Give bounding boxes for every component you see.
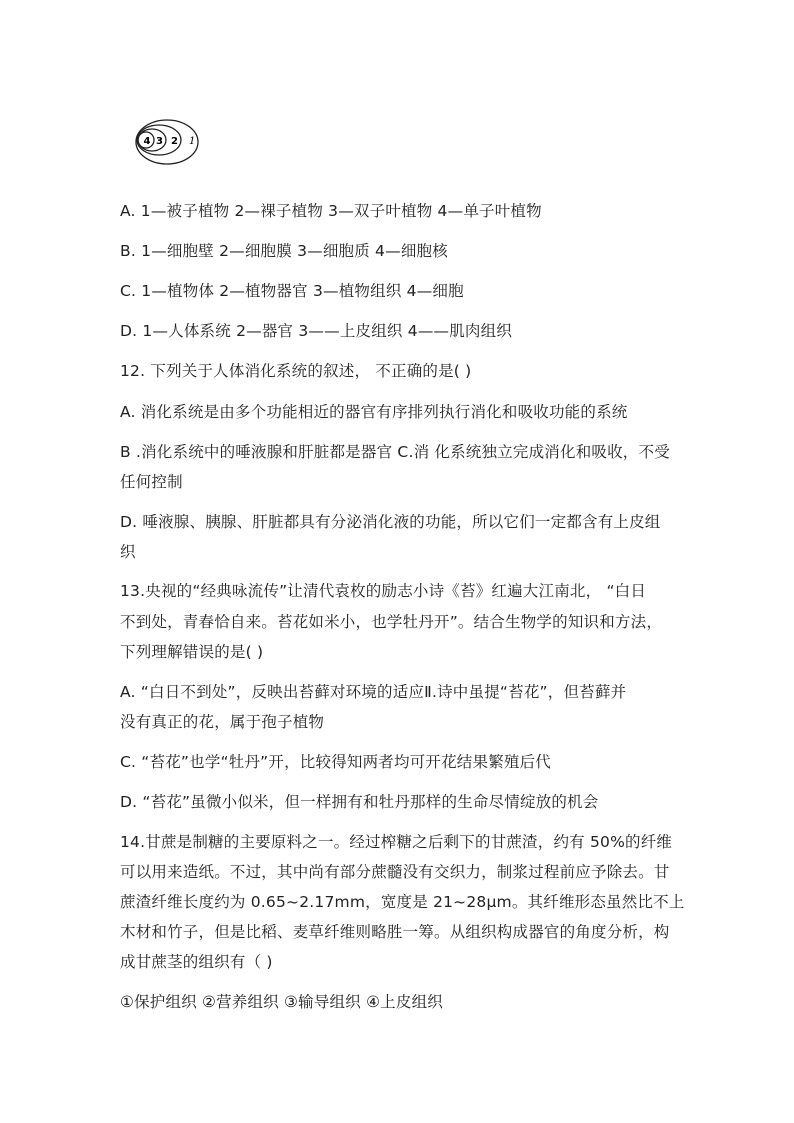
option-b-line: B. 1—细胞壁 2—细胞膜 3—细胞质 4—细胞核 <box>120 242 448 260</box>
question-13-stem-2: 不到处，青春恰自来。苔花如米小，也学牡丹开”。结合生物学的知识和方法， <box>120 613 663 631</box>
question-14-stem-2: 可以用来造纸。不过，其中尚有部分蔗髓没有交织力，制浆过程前应予除去。甘 <box>120 863 670 881</box>
circle-label-2: 2 <box>171 136 178 147</box>
q12-option-d: D. 唾液腺、胰腺、肝脏都具有分泌消化液的功能，所以它们一定都含有上皮组 <box>120 513 661 531</box>
question-13-stem-3: 下列理解错误的是( ) <box>120 643 264 661</box>
circle-label-4: 4 <box>143 136 151 147</box>
q12-option-b-c-cont: 任何控制 <box>120 473 183 491</box>
q13-option-d: D. “苔花”虽微小似米，但一样拥有和牡丹那样的生命尽情绽放的机会 <box>120 793 599 811</box>
q13-option-a-b: A. “白日不到处”，反映出苔藓对环境的适应Ⅱ.诗中虽提“苔花”，但苔藓并 <box>120 683 627 701</box>
option-c-line: C. 1—植物体 2—植物器官 3—植物组织 4—细胞 <box>120 282 464 300</box>
question-13-stem: 13.央视的“经典咏流传”让清代袁枚的励志小诗《苔》红遍大江南北， “白日 <box>120 582 647 600</box>
q12-option-a: A. 消化系统是由多个功能相近的器官有序排列执行消化和吸收功能的系统 <box>120 403 628 421</box>
option-a-line: A. 1—被子植物 2—裸子植物 3—双子叶植物 4—单子叶植物 <box>120 202 542 220</box>
circle-label-1: 1 <box>189 136 196 147</box>
question-14-stem: 14.甘蔗是制糖的主要原料之一。经过榨糖之后剩下的甘蔗渣，约有 50%的纤维 <box>120 833 673 851</box>
q14-choices: ①保护组织 ②营养组织 ③输导组织 ④上皮组织 <box>120 993 443 1011</box>
q12-option-d-cont: 织 <box>120 543 136 561</box>
question-14-stem-4: 木材和竹子，但是比稻、麦草纤维则略胜一筹。从组织构成器官的角度分析，构 <box>120 923 670 941</box>
q13-option-c: C. “苔花”也学“牡丹”开，比较得知两者均可开花结果繁殖后代 <box>120 753 551 771</box>
option-d-line: D. 1—人体系统 2—器官 3——上皮组织 4——肌肉组织 <box>120 322 513 340</box>
question-12-stem: 12. 下列关于人体消化系统的叙述， 不正确的是( ) <box>120 362 472 380</box>
question-14-stem-3: 蔗渣纤维长度约为 0.65~2.17mm，宽度是 21~28μm。其纤维形态虽然比不上 <box>120 893 685 911</box>
question-14-stem-5: 成甘蔗茎的组织有（ ) <box>120 953 273 971</box>
circle-label-3: 3 <box>156 136 163 147</box>
nested-circles-diagram <box>134 118 214 166</box>
q13-option-a-b-cont: 没有真正的花，属于孢子植物 <box>120 713 325 731</box>
q12-option-b-c: B .消化系统中的唾液腺和肝脏都是器官 C.消 化系统独立完成消化和吸收，不受 <box>120 443 670 461</box>
